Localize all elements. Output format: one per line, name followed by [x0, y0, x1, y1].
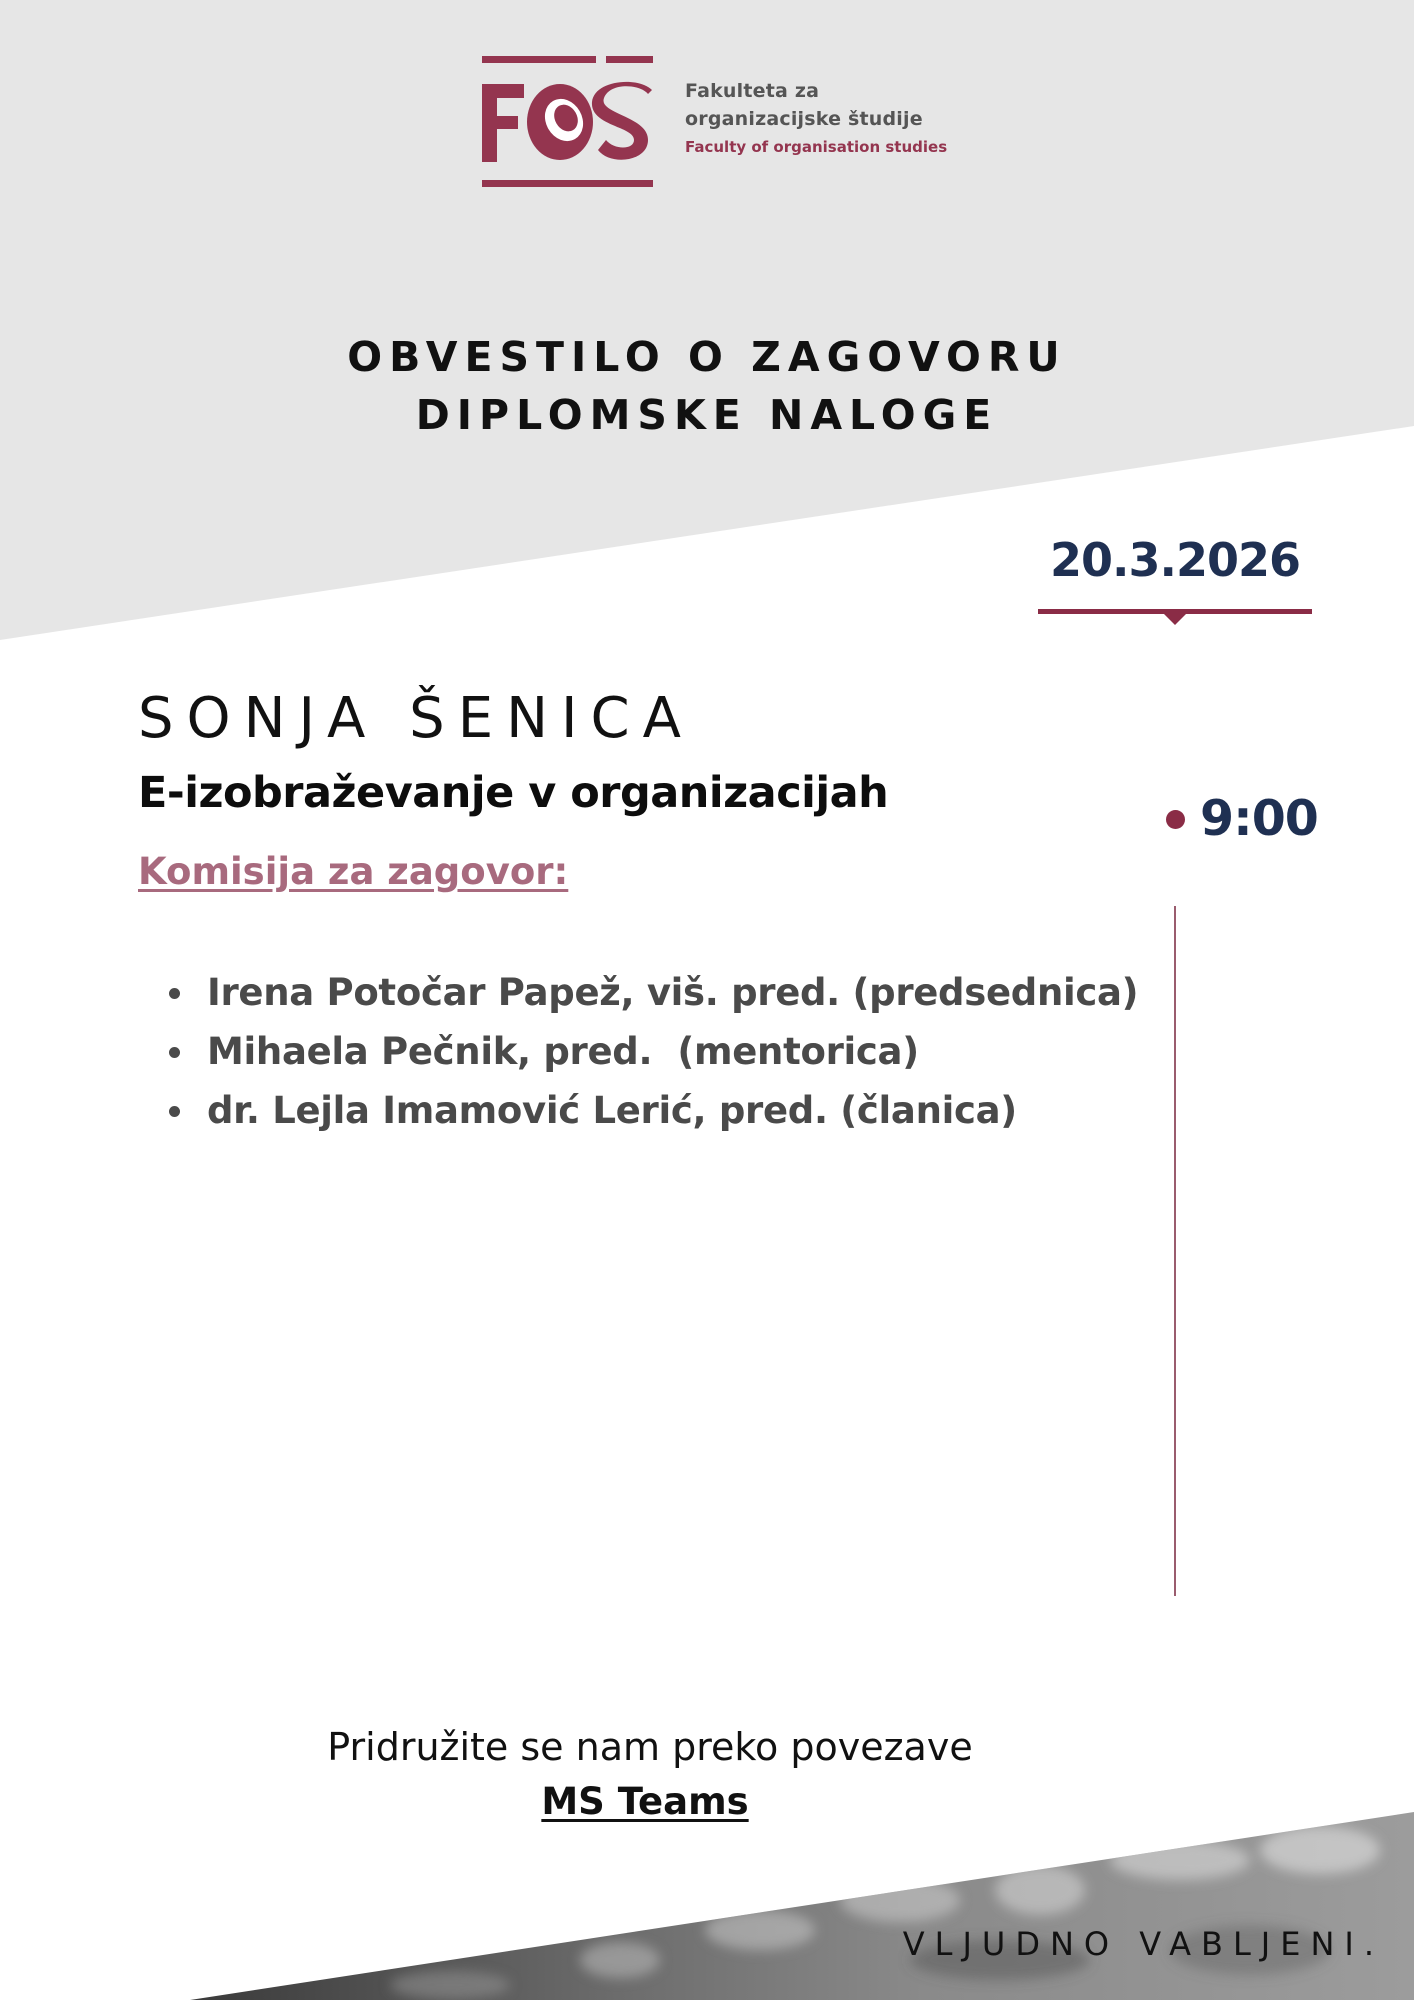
committee-label: Komisija za zagovor:	[138, 850, 569, 893]
notice-title-line2: DIPLOMSKE NALOGE	[415, 391, 999, 439]
date-pointer-icon	[1163, 613, 1187, 625]
committee-member	[165, 963, 1138, 1022]
timeline-dot-icon	[1166, 810, 1185, 829]
bullet-icon	[169, 1047, 180, 1058]
committee-member	[165, 1081, 1138, 1140]
fos-logo-mark	[480, 54, 655, 190]
closing-text: VLJUDNO VABLJENI.	[902, 1925, 1384, 1963]
committee-list	[165, 963, 1138, 1140]
logo-text-slovene-2: organizacijske študije	[685, 108, 923, 130]
thesis-title: E-izobraževanje v organizacijah	[138, 768, 889, 818]
committee-member-text: Mihaela Pečnik, pred. (mentorica)	[207, 1030, 919, 1073]
committee-member-text: dr. Lejla Imamović Lerić, pred. (članica)	[207, 1089, 1017, 1132]
bullet-icon	[169, 1106, 180, 1117]
join-text: Pridružite se nam preko povezave	[327, 1725, 973, 1769]
candidate-name: SONJA ŠENICA	[138, 686, 694, 751]
timeline-line	[1174, 906, 1176, 1596]
logo-text-slovene-1: Fakulteta za	[685, 80, 820, 102]
notice-title-line1: OBVESTILO O ZAGOVORU	[347, 333, 1067, 381]
fos-logo	[480, 54, 960, 194]
event-date: 20.3.2026	[1050, 533, 1300, 587]
committee-member-text: Irena Potočar Papež, viš. pred. (predsednica)	[207, 971, 1139, 1014]
ms-teams-link[interactable]: MS Teams	[541, 1780, 749, 1823]
event-time: 9:00	[1200, 790, 1318, 847]
notice-title	[0, 328, 1414, 444]
committee-member	[165, 1022, 1138, 1081]
bullet-icon	[169, 988, 180, 999]
logo-text-english: Faculty of organisation studies	[685, 138, 948, 156]
